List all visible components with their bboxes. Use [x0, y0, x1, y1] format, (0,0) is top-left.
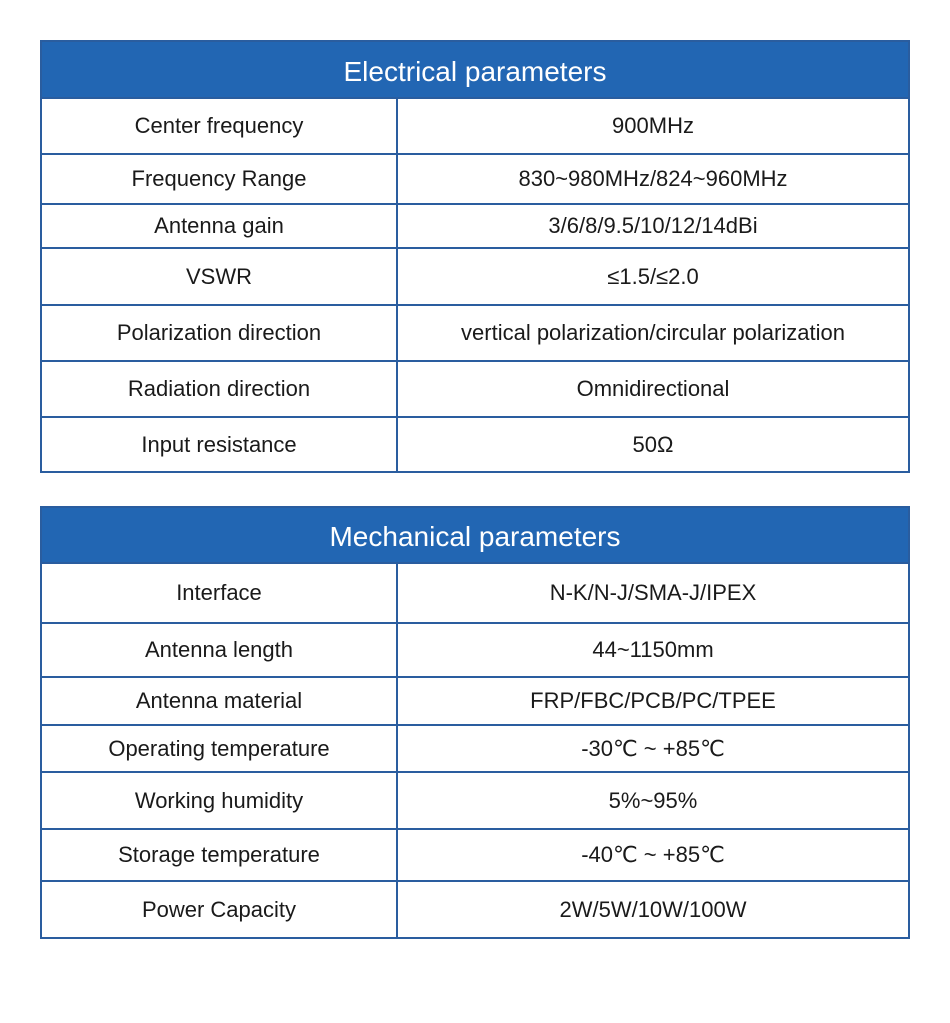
param-name: VSWR: [42, 249, 398, 304]
table-row: [42, 362, 908, 418]
table-row: [42, 678, 908, 726]
electrical-table-body: [40, 99, 910, 473]
table-row: [42, 624, 908, 678]
param-value: ≤1.5/≤2.0: [607, 263, 699, 289]
param-name: Antenna length: [42, 624, 398, 676]
electrical-table-title: Electrical parameters: [40, 40, 910, 99]
param-value: 44~1150mm: [592, 637, 714, 662]
param-value: Omnidirectional: [576, 376, 730, 401]
param-name: Storage temperature: [42, 830, 398, 880]
param-name: Input resistance: [42, 418, 398, 471]
param-name: Antenna gain: [42, 205, 398, 247]
param-name: Antenna material: [42, 678, 398, 724]
param-name: Interface: [42, 564, 398, 622]
table-row: [42, 726, 908, 773]
table-row: [42, 418, 908, 473]
table-row: [42, 249, 908, 306]
param-name: Power Capacity: [42, 882, 398, 937]
table-row: [42, 205, 908, 249]
table-row: [42, 306, 908, 362]
param-value: vertical polarization/circular polarization: [461, 320, 845, 345]
table-row: [42, 564, 908, 624]
table-row: [42, 99, 908, 155]
param-name: Polarization direction: [42, 306, 398, 360]
mechanical-table-body: [40, 564, 910, 939]
param-value: 50Ω: [632, 431, 674, 457]
param-value: 2W/5W/10W/100W: [559, 896, 747, 922]
param-value: N-K/N-J/SMA-J/IPEX: [549, 580, 757, 605]
param-value: FRP/FBC/PCB/PC/TPEE: [530, 688, 776, 713]
param-value: -30℃ ~ +85℃: [581, 735, 725, 761]
table-row: [42, 882, 908, 939]
param-name: Operating temperature: [42, 726, 398, 771]
param-value: 900MHz: [612, 113, 694, 138]
table-row: [42, 773, 908, 830]
param-value: 5%~95%: [608, 787, 698, 813]
mechanical-parameters-table: [40, 506, 910, 939]
table-row: [42, 830, 908, 882]
param-name: Frequency Range: [42, 155, 398, 203]
mechanical-table-title: Mechanical parameters: [40, 506, 910, 564]
param-name: Radiation direction: [42, 362, 398, 416]
param-name: Center frequency: [42, 99, 398, 153]
param-value: -40℃ ~ +85℃: [581, 842, 725, 867]
electrical-parameters-table: [40, 40, 910, 473]
param-name: Working humidity: [42, 773, 398, 828]
param-value: 830~980MHz/824~960MHz: [518, 166, 788, 191]
param-value: 3/6/8/9.5/10/12/14dBi: [548, 213, 758, 238]
table-row: [42, 155, 908, 205]
